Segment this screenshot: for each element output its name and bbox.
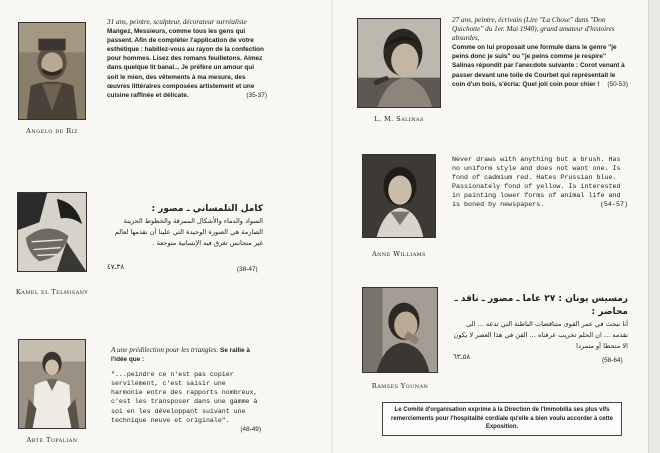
bio-salinas-body: Comme on lui proposait une formule dans le genre "je peins donc je suis" ou "je peins comme je respire" Salinas répondit par l'anecdote suivante : Corot venant à passer devant une toile de Courbet qui représentait le coin d'un bois, s'écria: Quel joli coin pour chier ! [452,44,625,88]
bio-kamel-arabic-body: السواد والدماء والأشكال الممزقة والخطوط الحزينة الصارمة هي الصورة الوحيدة التي علينا أن نقدمها لعالم غير متجانس تغرق فيه الإنسانية متوجعة . [114,217,263,247]
pages-kamel-arabic: ٣٨ـ٤٧ [107,263,125,271]
artist-name-anne: Anne Williams [372,250,426,258]
pages-angelo: (35-37) [246,91,267,99]
pages-kamel: (38-47) [237,266,258,273]
portrait-ramses-younan [362,287,438,373]
page-edge [648,0,660,453]
bio-salinas-head: 27 ans, peintre, écrivain (Lire "La Chose" dans "Don Quichotte" du 1er. Mai 1940), grand amateur d'histoires absurdes, [452,16,615,43]
portrait-salinas [357,18,441,108]
bio-angelo [107,18,267,100]
bio-arte-intro2: Se rallie à l'idée que : [111,347,250,364]
acknowledgement-text: Le Comité d'organisation exprime à la Direction de l'Immobilia ses plus vifs remerciements pour l'hospitalité cordiale qu'elle a bien voulu accorder à cette Exposition. [391,407,613,430]
bio-kamel-arabic [105,203,263,249]
acknowledgement-box [382,402,622,436]
bio-angelo-body: Mangez, Messieurs, comme tous les gens qui passent. Afin de compléter l'application de votre esthétique : habillez-vous au rayon de la confection pour hommes. Lisez des romans feuilletons. Aimez dans quelque lit banal... Je préfère un amour qui soit le mien, des vêtements à ma mesure, des œuvres littéraires composées artistement et une cuisine raffinée et délicate. [107,28,264,99]
page-fold [331,0,333,453]
bio-kamel-arabic-head: كامل التلمساني ـ مصور : [151,204,263,214]
bio-ramses-arabic-body: أنا نبحث في عمر القوى متناقضات الباطنة التي تدعه ... الى نقدمه ... ان الحلم تخريب عرفناه ... الفن في هذا العصر لا يكون الا منحطا أو متمردا [453,320,628,350]
pages-anne: (54-57) [599,201,628,210]
portrait-arte-topalian [18,339,86,429]
painting-kamel-el-telmisany [17,192,87,272]
bio-arte [111,346,261,434]
artist-name-salinas: L. M. Salinas [374,115,424,123]
bio-anne [452,156,628,211]
portrait-anne-williams [362,154,436,238]
bio-ramses-arabic-head: رمسيس يونان : ٢٧ عاما ـ مصور ـ ناقد ـ محاضر : [454,294,628,317]
artist-name-angelo: Angelo de Riz [26,127,78,135]
artist-name-ramses: Ramses Younan [371,382,429,390]
bio-arte-body: "...peindre ce n'est pas copier servilement, c'est saisir une harmonie entre des rapports nombreux, c'est les transposer dans une gamme à soi en les développant suivant une technique neuve et originale". [111,371,258,424]
bio-angelo-head: 31 ans, peintre, sculpteur, décorateur surréaliste [107,18,247,26]
pages-salinas: (50-53) [607,80,628,88]
pages-ramses-arabic: ٥٨ـ٦٣ [453,353,471,361]
bio-salinas [452,16,628,89]
artist-name-arte: Arte Topalian [26,436,78,444]
artist-name-kamel: Kamel el Telmisany [15,288,89,296]
pages-ramses: (58-64) [602,357,623,364]
pages-arte: (48-49) [240,425,261,433]
bio-anne-body: Never draws with anything but a brush. Has no uniform style and does not want one. Is fond of cadmium red. Hates Prussian blue. Passionately fond of yellow. Is interested in painting lower forms of animal life and is boned by newspapers. [452,156,621,210]
portrait-angelo-de-riz [18,22,86,120]
bio-ramses-arabic [450,293,628,352]
bio-arte-intro: A une prédilection pour les triangles. [111,346,219,354]
